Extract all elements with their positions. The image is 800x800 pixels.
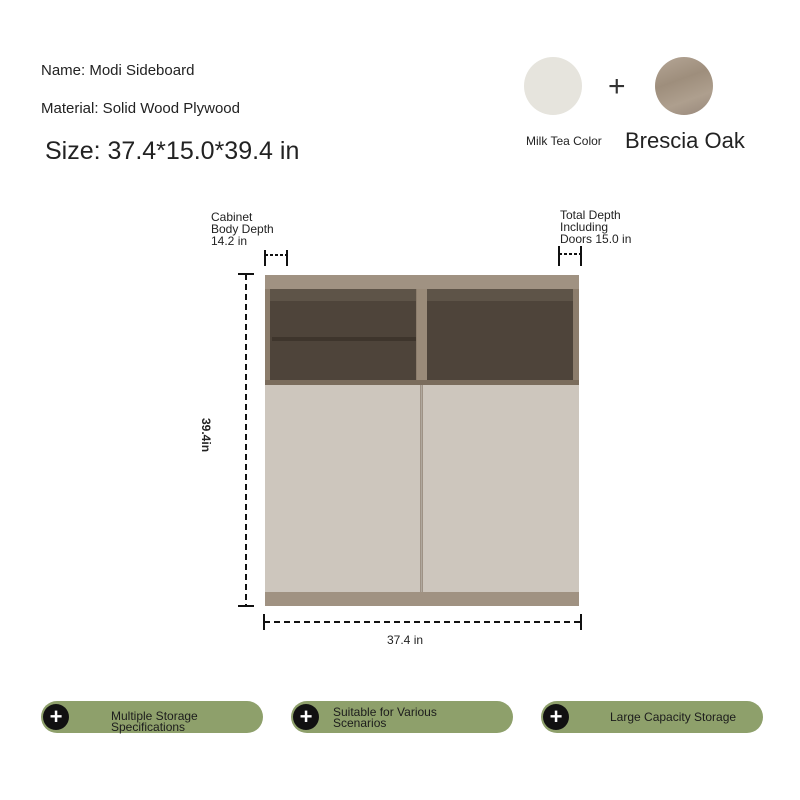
product-size: Size: 37.4*15.0*39.4 in: [45, 137, 300, 165]
cabinet-depth-marker: [265, 250, 287, 266]
feature-label: Multiple Storage Specifications: [111, 709, 198, 734]
feature-pill-storage-specs[interactable]: [41, 701, 263, 733]
total-depth-label: Total Depth Including Doors 15.0 in: [560, 208, 632, 246]
plus-icon: +: [543, 704, 569, 730]
plus-icon: +: [43, 704, 69, 730]
product-name: Name: Modi Sideboard: [41, 62, 195, 79]
milk-tea-label: Milk Tea Color: [526, 134, 602, 148]
total-depth-marker: [559, 246, 581, 266]
height-dimension-line: [238, 274, 254, 606]
product-material: Material: Solid Wood Plywood: [41, 100, 240, 117]
cabinet-depth-label: Cabinet Body Depth 14.2 in: [211, 210, 274, 248]
feature-label: Suitable for Various Scenarios: [333, 705, 437, 730]
width-label: 37.4 in: [387, 633, 424, 647]
plus-icon: +: [608, 70, 626, 103]
feature-pill-large-capacity[interactable]: [541, 701, 763, 733]
brescia-oak-label: Brescia Oak: [625, 128, 745, 153]
feature-pill-various-scenarios[interactable]: [291, 701, 513, 733]
height-label: 39.4in: [199, 418, 213, 453]
plus-icon: +: [293, 704, 319, 730]
width-dimension-line: [264, 614, 581, 630]
cabinet-doors: [265, 385, 579, 592]
feature-label: Large Capacity Storage: [610, 710, 737, 724]
